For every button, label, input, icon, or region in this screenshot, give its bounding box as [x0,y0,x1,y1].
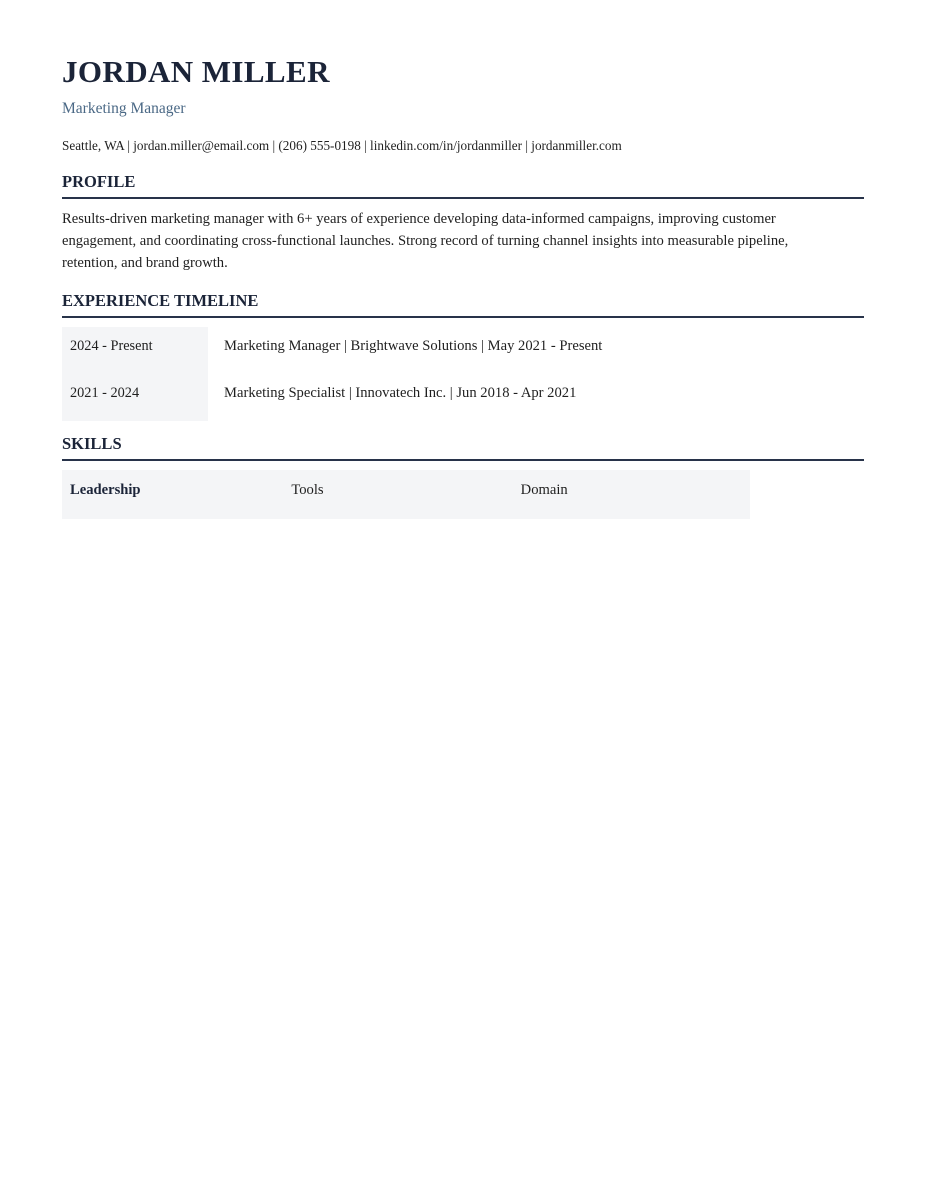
profile-body-text: Results-driven marketing manager with 6+ years of experience developing data-informed campaigns, improving customer engagement, and coordinating cross-functional launches. Strong record of turning channel insights into measurable pipeline, retention, and brand growth. [62,211,789,272]
section-experience [62,292,864,421]
candidate-name: JORDAN MILLER [62,54,330,89]
experience-role: Marketing Manager | Brightwave Solutions | May 2021 - Present [224,338,603,355]
section-rule-skills [62,459,864,461]
skill-category-leadership: Leadership [70,482,141,499]
section-rule-experience [62,316,864,318]
spacer-cell [291,499,520,519]
table-row-spacer [62,412,864,421]
experience-role: Marketing Specialist | Innovatech Inc. | Jun 2018 - Apr 2021 [224,385,577,402]
spacer-cell [521,499,750,519]
spacer-cell-right [208,412,864,421]
section-heading-skills: SKILLS [62,434,122,454]
resume-content [62,56,864,519]
spacer-cell-left [62,365,208,374]
section-profile [62,173,864,274]
table-row-spacer [62,365,864,374]
table-row [62,374,864,412]
table-row [62,327,864,365]
table-row [62,470,750,499]
skills-table [62,470,750,519]
resume-header [62,56,864,153]
skill-category-tools: Tools [291,482,324,499]
experience-period: 2021 - 2024 [62,374,208,412]
skill-category-domain: Domain [520,482,568,499]
experience-timeline-table [62,327,864,421]
spacer-cell [62,499,291,519]
spacer-cell-right [208,365,864,374]
table-row-spacer [62,499,750,519]
section-heading-experience: EXPERIENCE TIMELINE [62,291,259,311]
spacer-cell-left [62,412,208,421]
section-heading-profile: PROFILE [62,172,136,192]
contact-line: Seattle, WA | jordan.miller@email.com | (206) 555-0198 | linkedin.com/in/jordanmiller | jordanmiller.com [62,137,622,153]
section-rule-profile [62,197,864,199]
section-skills [62,435,864,519]
candidate-job-title: Marketing Manager [62,99,186,117]
experience-period: 2024 - Present [62,327,208,365]
